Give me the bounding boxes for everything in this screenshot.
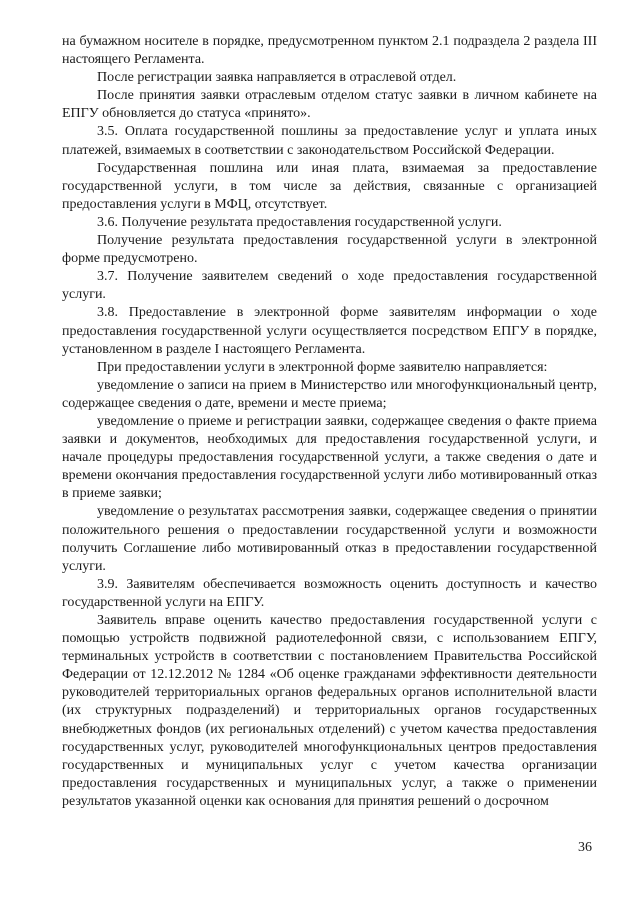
paragraph-status-update: После принятия заявки отраслевым отделом статус заявки в личном кабинете на ЕПГУ обновляется до статуса «принято». <box>62 88 597 122</box>
paragraph-section-3-8: 3.8. Предоставление в электронной форме заявителям информации о ходе предоставления государственной услуги осуществляется посредством ЕПГУ в порядке, установленном в разделе I настоящего Регламента. <box>62 305 597 357</box>
paragraph-section-3-7: 3.7. Получение заявителем сведений о ходе предоставления государственной услуги. <box>62 269 597 303</box>
paragraph-section-3-5: 3.5. Оплата государственной пошлины за предоставление услуг и уплата иных платежей, взимаемых в соответствии с законодательством Российской Федерации. <box>62 124 597 158</box>
paragraph-continuation: на бумажном носителе в порядке, предусмотренном пунктом 2.1 подраздела 2 раздела III настоящего Регламента. <box>62 34 597 68</box>
paragraph-registration: После регистрации заявка направляется в отраслевой отдел. <box>97 70 457 86</box>
paragraph-notification-appointment: уведомление о записи на прием в Министерство или многофункциональный центр, содержащее сведения о дате, времени и месте приема; <box>62 377 597 411</box>
paragraph-quality-evaluation: Заявитель вправе оценить качество предоставления государственной услуги с помощью устройств подвижной радиотелефонной связи, с использованием ЕПГУ, терминальных устройств в соответствии с постановлением Правительства Российской Федерации от 12.12.2012 № 1284 «Об оценке гражданами эффективности деятельности руководителей территориальных органов федеральных органов исполнительной власти (их структурных подразделений) и территориальных органов государственных внебюджетных фондов (их региональных отделений) с учетом качества предоставления государственных услуг, руководителей многофункциональных центров предоставления государственных и муниципальных услуг с учетом качества организации предоставления государственных и муниципальных услуг, а также о применении результатов указанной оценки как основания для принятия решений о досрочном <box>62 613 597 809</box>
paragraph-section-3-6: 3.6. Получение результата предоставления государственной услуги. <box>97 214 502 230</box>
page-number: 36 <box>578 840 592 855</box>
paragraph-state-duty: Государственная пошлина или иная плата, взимаемая за предоставление государственной услуги, в том числе за действия, связанные с организацией предоставления услуги в МФЦ, отсутствует. <box>62 160 597 212</box>
paragraph-notification-registration: уведомление о приеме и регистрации заявки, содержащее сведения о факте приема заявки и документов, необходимых для предоставления государственной услуги, и начале процедуры предоставления государственной услуги, а также сведения о дате и времени окончания предоставления государственной услуги либо мотивированный отказ в приеме заявки; <box>62 413 597 502</box>
paragraph-section-3-9: 3.9. Заявителям обеспечивается возможность оценить доступность и качество государственной услуги на ЕПГУ. <box>62 576 597 610</box>
paragraph-electronic-result: Получение результата предоставления государственной услуги в электронной форме предусмотрено. <box>62 233 597 267</box>
paragraph-notifications-intro: При предоставлении услуги в электронной форме заявителю направляется: <box>97 359 548 375</box>
paragraph-notification-results: уведомление о результатах рассмотрения заявки, содержащее сведения о принятии положительного решения о предоставлении государственной услуги и возможности получить Соглашение либо мотивированный отказ в предоставлении государственной услуги. <box>62 504 597 574</box>
document-body <box>62 33 597 811</box>
